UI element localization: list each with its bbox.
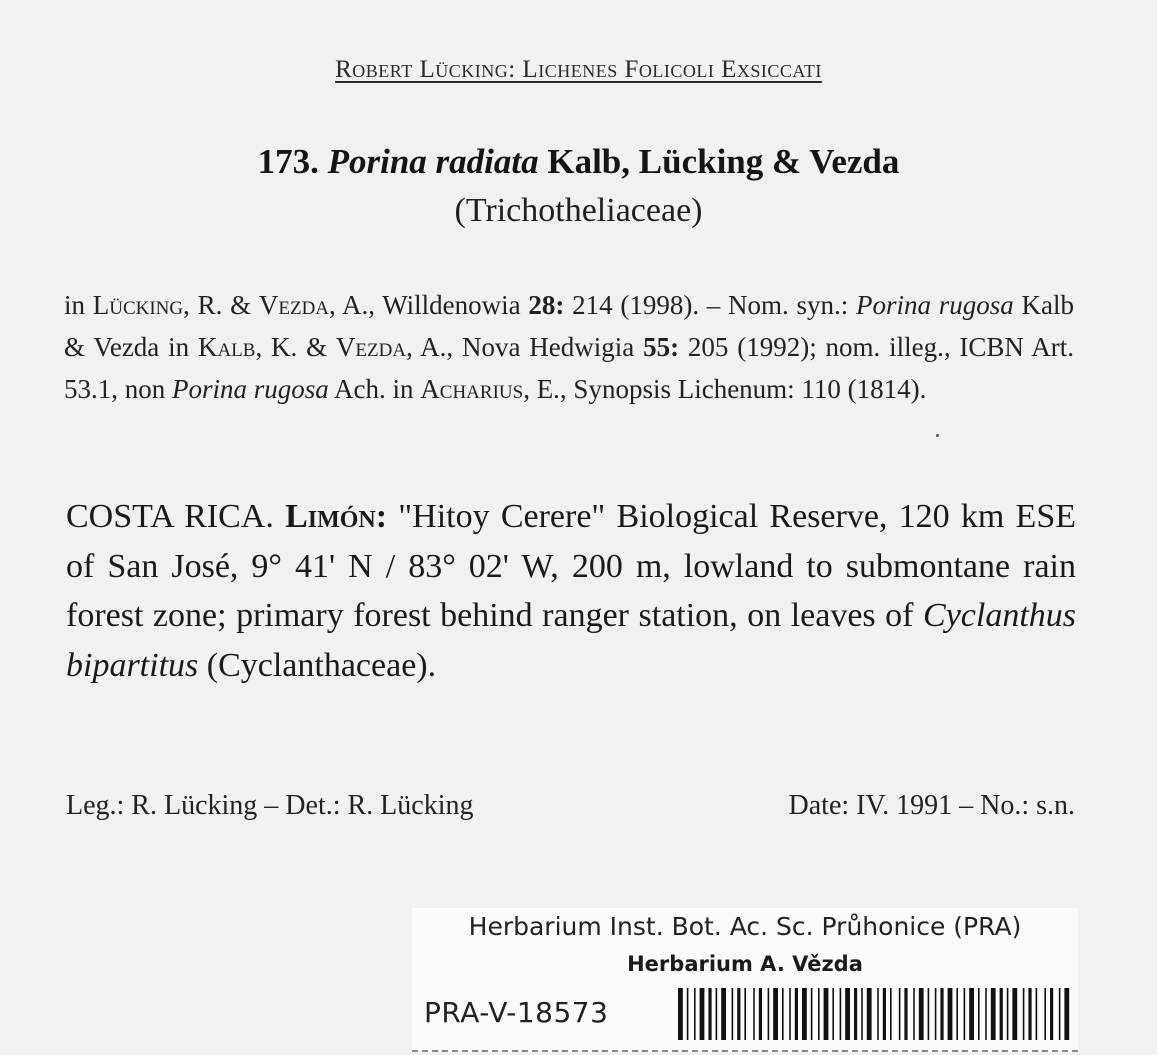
herbarium-institution: Herbarium Inst. Bot. Ac. Sc. Průhonice (PRA) bbox=[468, 912, 1022, 941]
collector-determiner: Leg.: R. Lücking – Det.: R. Lücking bbox=[66, 790, 474, 821]
family-name: (Trichotheliaceae) bbox=[454, 192, 703, 229]
herbarium-name: Herbarium A. Vězda bbox=[627, 952, 863, 976]
host-plant: Cyclanthus bipartitus bbox=[66, 597, 1076, 684]
species-title bbox=[0, 142, 1157, 182]
species-authors: Kalb, Lücking & Vezda bbox=[547, 142, 900, 181]
label-series-header: Robert Lücking: Lichenes Folicoli Exsiccati bbox=[335, 56, 822, 83]
species-name: Porina radiata bbox=[327, 142, 539, 181]
collection-date-number: Date: IV. 1991 – No.: s.n. bbox=[788, 790, 1075, 821]
literature-citation: in Lücking, R. & Vezda, A., Willdenowia 28: 214 (1998). – Nom. syn.: Porina rugosa Kalb & Vezda in Kalb, K. & Vezda, A., Nova Hedwigia 55: 205 (1992); nom. illeg., ICBN Art. 53.1, non Porina rugosa Ach. in Acharius, E., Synopsis Lichenum: 110 (1814). bbox=[64, 290, 1074, 404]
herbarium-stamp bbox=[412, 908, 1078, 1052]
exsiccata-number: 173. bbox=[257, 142, 319, 181]
country: COSTA RICA. bbox=[66, 498, 274, 535]
province: Limón: bbox=[285, 498, 388, 535]
barcode-icon bbox=[676, 988, 1076, 1040]
specimen-id: PRA-V-18573 bbox=[424, 996, 609, 1029]
locality-description: COSTA RICA. Limón: "Hitoy Cerere" Biological Reserve, 120 km ESE of San José, 9° 41' N / 83° 02' W, 200 m, lowland to submontane rain forest zone; primary forest behind ranger station, on leaves of Cyclanthus bipartitus (Cyclanthaceae). bbox=[66, 498, 1076, 684]
scan-dot bbox=[936, 434, 939, 437]
